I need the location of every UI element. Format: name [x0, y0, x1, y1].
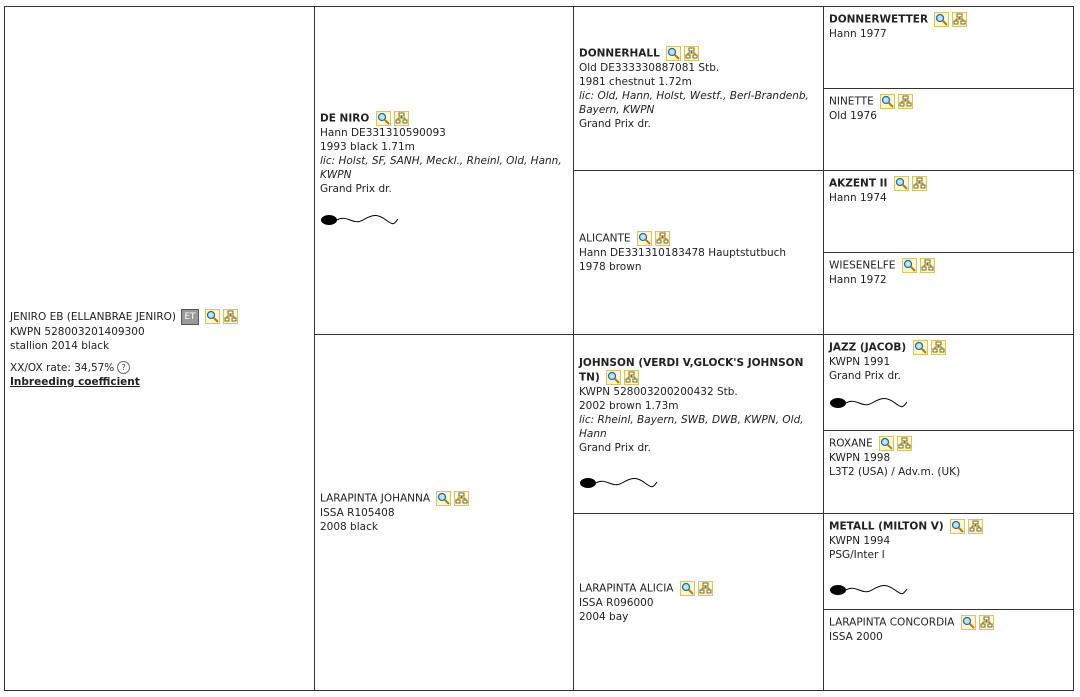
ssd-name[interactable]: NINETTE — [829, 95, 874, 108]
subject-reg: KWPN 528003201409300 — [10, 325, 145, 338]
dsd-reg: KWPN 1998 — [829, 452, 891, 464]
ds-name[interactable]: JOHNSON (VERDI V,GLOCK'S JOHNSON TN) — [579, 356, 804, 383]
dsd-name[interactable]: ROXANE — [829, 437, 873, 450]
sds-name[interactable]: AKZENT II — [829, 177, 888, 190]
pedigree-tree-icon[interactable] — [624, 370, 639, 385]
sd-info: 1978 brown — [579, 261, 642, 273]
sire-perf: Grand Prix dr. — [320, 183, 392, 195]
dam-name[interactable]: LARAPINTA JOHANNA — [320, 492, 431, 505]
subject-cell — [4, 6, 315, 691]
sd-cell — [573, 170, 824, 335]
dds-perf: PSG/Inter I — [829, 549, 885, 561]
dd-info: 2004 bay — [579, 610, 629, 623]
ds-info: 2002 brown 1.73m — [579, 399, 679, 412]
pedigree-tree-icon[interactable] — [931, 340, 946, 355]
xxox-rate: XX/OX rate: 34,57% — [10, 361, 115, 374]
ssd-cell — [823, 88, 1074, 171]
ds-cell — [573, 334, 824, 514]
search-icon[interactable] — [902, 258, 917, 273]
pedigree-tree-icon[interactable] — [394, 111, 409, 126]
search-icon[interactable] — [961, 615, 976, 630]
sss-name[interactable]: DONNERWETTER — [829, 13, 929, 26]
pedigree-tree-icon[interactable] — [920, 258, 935, 273]
dd-reg: ISSA R096000 — [579, 596, 654, 609]
search-icon[interactable] — [606, 370, 621, 385]
ddd-cell — [823, 609, 1074, 691]
ss-cell — [573, 6, 824, 171]
ss-name[interactable]: DONNERHALL — [579, 47, 660, 60]
ds-lic: lic: Rheinl, Bayern, SWB, DWB, KWPN, Old, Hann — [579, 413, 804, 440]
ds-perf: Grand Prix dr. — [579, 441, 651, 454]
sire-info: 1993 black 1.71m — [320, 141, 415, 153]
ddd-name[interactable]: LARAPINTA CONCORDIA — [829, 616, 955, 629]
search-icon[interactable] — [894, 176, 909, 191]
dd-name[interactable]: LARAPINTA ALICIA — [579, 582, 674, 594]
dss-cell — [823, 334, 1074, 431]
pedigree-tree-icon[interactable] — [698, 581, 713, 596]
pedigree-tree-icon[interactable] — [979, 615, 994, 630]
sss-cell — [823, 6, 1074, 89]
search-icon[interactable] — [880, 94, 895, 109]
search-icon[interactable] — [879, 436, 894, 451]
dam-reg: ISSA R105408 — [320, 507, 395, 519]
sd-name[interactable]: ALICANTE — [579, 232, 631, 245]
dam-cell — [314, 334, 574, 691]
search-icon[interactable] — [934, 12, 949, 27]
frozen-semen-icon — [579, 477, 818, 493]
pedigree-tree-icon[interactable] — [952, 12, 967, 27]
sdd-info: Hann 1972 — [829, 274, 887, 286]
dam-info: 2008 black — [320, 521, 378, 533]
pedigree-tree-icon[interactable] — [968, 519, 983, 534]
dd-cell — [573, 513, 824, 691]
search-icon[interactable] — [666, 46, 681, 61]
sire-lic: lic: Holst, SF, SANH, Meckl., Rheinl, Old, Hann, KWPN — [320, 155, 562, 181]
pedigree-tree-icon[interactable] — [898, 94, 913, 109]
search-icon[interactable] — [950, 519, 965, 534]
frozen-semen-icon — [320, 214, 568, 230]
dss-reg: KWPN 1991 — [829, 356, 891, 368]
pedigree-tree-icon[interactable] — [655, 231, 670, 246]
search-icon[interactable] — [436, 491, 451, 506]
ss-perf: Grand Prix dr. — [579, 118, 651, 130]
sss-info: Hann 1977 — [829, 28, 887, 40]
et-badge: ET — [181, 309, 198, 325]
sds-info: Hann 1974 — [829, 192, 887, 204]
dds-name[interactable]: METALL (MILTON V) — [829, 520, 944, 533]
sdd-name[interactable]: WIESENELFE — [829, 259, 896, 272]
ddd-info: ISSA 2000 — [829, 631, 883, 643]
dds-cell — [823, 513, 1074, 610]
dss-name[interactable]: JAZZ (JACOB) — [829, 341, 907, 354]
help-icon[interactable]: ? — [117, 361, 130, 374]
inbreeding-link[interactable]: Inbreeding coefficient — [10, 375, 140, 388]
pedigree-tree-icon[interactable] — [223, 309, 238, 324]
subject-name: JENIRO EB (ELLANBRAE JENIRO) — [10, 310, 177, 323]
ss-lic: lic: Old, Hann, Holst, Westf., Berl-Brandenb, Bayern, KWPN — [579, 90, 809, 116]
search-icon[interactable] — [205, 309, 220, 324]
dsd-cell — [823, 430, 1074, 514]
pedigree-tree-icon[interactable] — [454, 491, 469, 506]
search-icon[interactable] — [637, 231, 652, 246]
search-icon[interactable] — [680, 581, 695, 596]
pedigree-tree-icon[interactable] — [684, 46, 699, 61]
sire-name[interactable]: DE NIRO — [320, 112, 370, 125]
search-icon[interactable] — [913, 340, 928, 355]
dsd-perf: L3T2 (USA) / Adv.m. (UK) — [829, 466, 961, 478]
sire-reg: Hann DE331310590093 — [320, 127, 446, 139]
sd-reg: Hann DE331310183478 Hauptstutbuch — [579, 247, 787, 259]
ss-reg: Old DE333330887081 Stb. — [579, 62, 720, 74]
sire-cell — [314, 6, 574, 335]
ssd-info: Old 1976 — [829, 110, 877, 122]
sds-cell — [823, 170, 1074, 253]
pedigree-tree-icon[interactable] — [912, 176, 927, 191]
ds-reg: KWPN 528003200200432 Stb. — [579, 385, 738, 398]
frozen-semen-icon — [829, 584, 1068, 600]
search-icon[interactable] — [376, 111, 391, 126]
pedigree-tree-icon[interactable] — [897, 436, 912, 451]
ss-info: 1981 chestnut 1.72m — [579, 76, 692, 88]
dds-reg: KWPN 1994 — [829, 535, 891, 547]
sdd-cell — [823, 252, 1074, 335]
dss-perf: Grand Prix dr. — [829, 370, 901, 382]
subject-info: stallion 2014 black — [10, 339, 110, 352]
xxox-row — [10, 361, 309, 375]
frozen-semen-icon — [829, 397, 1068, 413]
